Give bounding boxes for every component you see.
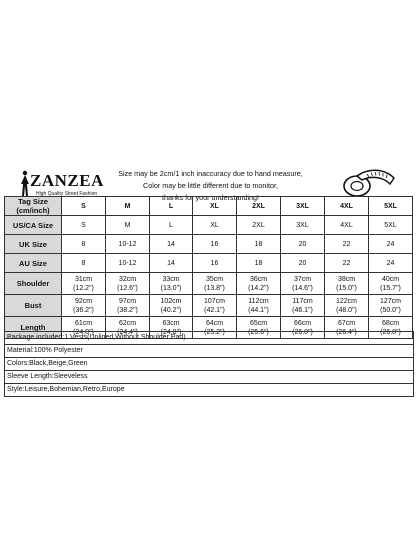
cell-value: 37cm	[293, 275, 312, 283]
cell-value: 10-12	[118, 240, 137, 248]
cell-value: (48.0")	[336, 306, 357, 314]
header-size-cell: 4XL	[325, 197, 369, 216]
table-cell	[193, 235, 237, 254]
cell-value: M	[124, 221, 131, 229]
cell-value: 65cm	[249, 319, 268, 327]
table-cell	[325, 216, 369, 235]
table-cell	[62, 254, 106, 273]
product-info-line: Sleeve Length:Sleeveless	[5, 370, 413, 383]
table-row	[5, 254, 413, 273]
row-label-cell: Length	[5, 317, 62, 339]
cell-value: (38.2")	[117, 306, 138, 314]
table-cell	[281, 216, 325, 235]
cell-value: 22	[342, 259, 351, 267]
cell-value: 38cm	[337, 275, 356, 283]
cell-value: XL	[210, 221, 219, 229]
table-cell	[150, 235, 193, 254]
measuring-tape-icon	[340, 164, 398, 200]
cell-value: 40cm	[381, 275, 400, 283]
header-size-cell: S	[62, 197, 106, 216]
table-cell	[237, 295, 281, 317]
table-header-row	[5, 197, 413, 216]
cell-value: 24	[386, 240, 395, 248]
cell-value: (14.6")	[292, 284, 313, 292]
cell-value: 20	[298, 259, 307, 267]
row-label-cell: Bust	[5, 295, 62, 317]
table-cell	[237, 254, 281, 273]
cell-value: 4XL	[340, 221, 353, 229]
cell-value: 14	[167, 259, 175, 267]
row-label-cell: UK Size	[5, 235, 62, 254]
table-cell	[369, 216, 413, 235]
table-cell	[369, 254, 413, 273]
cell-value: 16	[210, 240, 219, 248]
cell-value: 102cm	[160, 297, 182, 305]
table-cell	[325, 235, 369, 254]
table-cell	[193, 254, 237, 273]
brand-tagline: High Quality Street Fashion	[36, 191, 98, 197]
table-cell	[237, 235, 281, 254]
brand-name: ZANZEA	[30, 171, 104, 190]
table-row	[5, 273, 413, 295]
cell-value: 8	[81, 259, 86, 267]
cell-value: 66cm	[293, 319, 312, 327]
table-cell	[281, 235, 325, 254]
cell-value: (26.8")	[380, 328, 401, 336]
cell-value: 62cm	[118, 319, 137, 327]
product-info-box	[4, 331, 414, 397]
cell-value: 122cm	[335, 297, 357, 305]
cell-value: (24.4")	[117, 328, 138, 336]
cell-value: L	[169, 221, 173, 229]
product-info-line: Material:100% Polyester	[5, 344, 413, 357]
cell-value: (26.0")	[292, 328, 313, 336]
cell-value: (12.2")	[73, 284, 94, 292]
cell-value: (24.8")	[160, 328, 182, 336]
cell-value: 67cm	[337, 319, 356, 327]
cell-value: (12.6")	[117, 284, 138, 292]
header-size-cell: XL	[193, 197, 237, 216]
cell-value: S	[81, 221, 86, 229]
row-label-cell: US/CA Size	[5, 216, 62, 235]
cell-value: 14	[167, 240, 175, 248]
cell-value: (14.2")	[248, 284, 269, 292]
header-size-cell: M	[106, 197, 150, 216]
cell-value: 61cm	[74, 319, 93, 327]
cell-value: (44.1")	[248, 306, 269, 314]
cell-value: (46.1")	[292, 306, 313, 314]
cell-value: 22	[342, 240, 351, 248]
table-cell	[150, 254, 193, 273]
table-cell	[150, 295, 193, 317]
table-cell	[369, 235, 413, 254]
header-size-cell: 2XL	[237, 197, 281, 216]
cell-value: 16	[210, 259, 219, 267]
cell-value: 127cm	[379, 297, 401, 305]
table-cell	[106, 216, 150, 235]
cell-value: (42.1")	[204, 306, 225, 314]
cell-value: 64cm	[205, 319, 224, 327]
header-size-cell: 5XL	[369, 197, 413, 216]
cell-value: (24.0")	[73, 328, 94, 336]
cell-value: 107cm	[203, 297, 225, 305]
cell-value: (36.2")	[73, 306, 94, 314]
table-cell	[150, 273, 193, 295]
cell-value: 3XL	[296, 221, 309, 229]
notice-line: Color may be little different due to monitor,	[143, 181, 278, 190]
table-cell	[193, 273, 237, 295]
cell-value: 18	[254, 259, 263, 267]
header-size-cell: 3XL	[281, 197, 325, 216]
cell-value: 92cm	[74, 297, 93, 305]
cell-value: (13.8")	[204, 284, 225, 292]
cell-value: 117cm	[292, 297, 313, 305]
notice-line: thanks for your understanding!	[161, 193, 260, 202]
cell-value: 2XL	[252, 221, 265, 229]
table-cell	[62, 235, 106, 254]
row-label-cell: Shoulder	[5, 273, 62, 295]
cell-value: (50.0")	[380, 306, 401, 314]
cell-value: (15.0")	[336, 284, 357, 292]
table-cell	[237, 216, 281, 235]
table-row	[5, 216, 413, 235]
table-cell	[281, 254, 325, 273]
cell-value: 5XL	[384, 221, 397, 229]
cell-value: (25.2")	[204, 328, 225, 336]
table-cell	[106, 254, 150, 273]
product-info-line: Style:Leisure,Bohemian,Retro,Europe	[5, 383, 413, 396]
table-cell	[106, 235, 150, 254]
cell-value: 68cm	[381, 319, 400, 327]
cell-value: 36cm	[249, 275, 268, 283]
cell-value: 31cm	[74, 275, 93, 283]
cell-value: (26.4")	[336, 328, 357, 336]
cell-value: (13.0")	[160, 284, 182, 292]
table-cell	[325, 254, 369, 273]
product-info-line: Colors:Black,Beige,Green	[5, 357, 413, 370]
table-cell	[193, 295, 237, 317]
table-cell	[106, 295, 150, 317]
cell-value: 10-12	[118, 259, 137, 267]
table-cell	[150, 216, 193, 235]
table-cell	[325, 295, 369, 317]
cell-value: 20	[298, 240, 307, 248]
product-info-line: Package included:1 Vests(Unlined,Without Shoulder Pad)	[5, 331, 413, 344]
cell-value: 33cm	[162, 275, 180, 283]
cell-value: (15.7")	[380, 284, 401, 292]
notice-line: Size may be 2cm/1 inch inaccuracy due to hand measure,	[118, 169, 303, 178]
size-chart-table	[4, 196, 413, 339]
cell-value: 24	[386, 259, 395, 267]
header-size-cell: L	[150, 197, 193, 216]
table-row	[5, 235, 413, 254]
table-cell	[325, 273, 369, 295]
table-cell	[62, 273, 106, 295]
table-cell	[369, 273, 413, 295]
cell-value: 32cm	[118, 275, 137, 283]
table-cell	[62, 295, 106, 317]
table-cell	[62, 216, 106, 235]
table-cell	[281, 273, 325, 295]
table-cell	[106, 273, 150, 295]
cell-value: 112cm	[248, 297, 269, 305]
cell-value: (40.2")	[160, 306, 182, 314]
table-cell	[193, 216, 237, 235]
cell-value: 18	[254, 240, 263, 248]
cell-value: 97cm	[118, 297, 137, 305]
table-cell	[369, 295, 413, 317]
cell-value: 8	[81, 240, 86, 248]
cell-value: 63cm	[162, 319, 180, 327]
cell-value: 35cm	[205, 275, 224, 283]
table-row	[5, 295, 413, 317]
table-cell	[237, 273, 281, 295]
header-label-cell: Tag Size (cm/inch)	[5, 197, 62, 216]
table-cell	[281, 295, 325, 317]
row-label-cell: AU Size	[5, 254, 62, 273]
cell-value: (25.6")	[248, 328, 269, 336]
